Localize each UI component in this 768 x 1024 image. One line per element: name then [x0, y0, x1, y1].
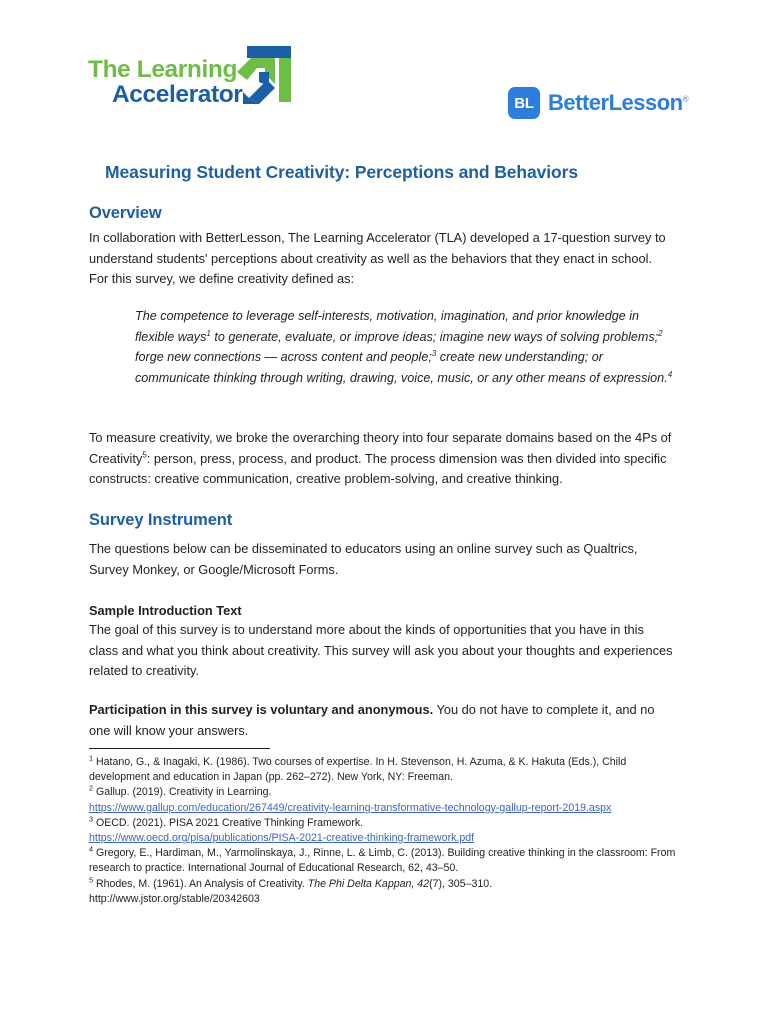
participation-rest: You do not have to complete it, and no one will know your answers.	[89, 702, 655, 738]
betterlesson-badge-icon: BL	[508, 87, 540, 119]
sample-introduction-paragraph: The goal of this survey is to understand more about the kinds of opportunities that you have in this class and what you think about creativity. This survey will ask you about your thoughts and experiences related to creativity.	[89, 622, 673, 678]
page-header	[0, 0, 768, 115]
section-overview-heading-wrap	[89, 204, 673, 223]
survey-instrument-paragraph-wrap	[89, 539, 677, 580]
footnote-text-1: Hatano, G., & Inagaki, K. (1986). Two courses of expertise. In H. Stevenson, H. Azuma, & K. Hakuta (Eds.), Child development and education in Japan (pp. 262–272). New York, NY: Freeman.	[89, 756, 627, 784]
tla-logo-line-2: Accelerator	[112, 80, 243, 108]
footnote-text-5-journal: The Phi Delta Kappan, 42	[307, 877, 430, 890]
page-title: Measuring Student Creativity: Perceptions and Behaviors	[105, 161, 578, 182]
tla-logo-line-1: The Learning	[88, 56, 238, 83]
sample-intro-paragraph-wrap	[89, 620, 675, 682]
quote-part-3: forge new connections — across content and people;	[135, 350, 432, 364]
footnote-ref-1: 1	[206, 328, 211, 338]
footnote-ref-4: 4	[667, 369, 673, 379]
measure-part-2: : person, press, process, and product. The process dimension was then divided into specific constructs: creative communication, creative problem-solving, and creative thinking.	[89, 450, 667, 486]
participation-paragraph	[89, 700, 675, 741]
tla-arrow-mark-icon	[235, 46, 291, 108]
footnote-item	[89, 816, 679, 846]
footnote-text-2: Gallup. (2019). Creativity in Learning.	[95, 786, 272, 799]
sample-intro-heading-wrap	[89, 601, 673, 622]
footnote-marker-2: 2	[89, 783, 93, 793]
footnote-ref-3: 3	[431, 348, 437, 358]
footnote-item	[89, 877, 679, 907]
the-learning-accelerator-logo	[88, 45, 288, 115]
survey-instrument-paragraph: The questions below can be disseminated to educators using an online survey such as Qualtrics, Survey Monkey, or Google/Microsoft Forms.	[89, 541, 638, 577]
footnote-marker-3: 3	[89, 814, 93, 824]
creativity-definition-blockquote	[89, 306, 677, 388]
footnote-marker-5: 5	[89, 875, 93, 885]
footnote-item	[89, 755, 679, 785]
footnote-ref-2: 2	[658, 328, 663, 338]
footnote-separator	[89, 748, 270, 749]
footnote-text-5-pre: Rhodes, M. (1961). An Analysis of Creativity.	[95, 877, 308, 890]
quote-part-2: to generate, evaluate, or improve ideas; imagine new ways of solving problems;	[210, 329, 659, 344]
footnote-item	[89, 785, 679, 815]
betterlesson-wordmark-text: BetterLesson	[548, 90, 683, 115]
betterlesson-logo	[508, 87, 688, 119]
quote-part-4: create new understanding; or communicate thinking through writing, drawing, voice, music, or any other means of expression.	[135, 350, 668, 385]
tla-wordmark	[88, 57, 248, 107]
footnote-marker-1: 1	[89, 753, 93, 763]
quote-part-1: The competence to leverage self-interests, motivation, imagination, and prior knowledge in flexible ways	[135, 309, 640, 344]
footnote-link-oecd[interactable]: https://www.oecd.org/pisa/publications/PISA-2021-creative-thinking-framework.pdf	[89, 832, 475, 845]
section-survey-instrument-heading-wrap	[89, 511, 673, 530]
measure-part-1: To measure creativity, we broke the overarching theory into four separate domains based on the 4Ps of Creativity	[89, 430, 672, 466]
measurement-paragraph	[89, 428, 676, 490]
footnote-ref-5: 5	[142, 450, 147, 460]
heading-sample-introduction-text: Sample Introduction Text	[89, 603, 242, 618]
footnote-marker-4: 4	[89, 844, 93, 854]
heading-survey-instrument: Survey Instrument	[89, 511, 233, 529]
footnote-text-3: OECD. (2021). PISA 2021 Creative Thinking Framework.	[95, 816, 364, 829]
betterlesson-wordmark	[548, 90, 688, 116]
footnote-link-gallup[interactable]: https://www.gallup.com/education/267449/creativity-learning-transformative-technology-gallup-report-2019.aspx	[89, 801, 612, 814]
footnote-text-4: Gregory, E., Hardiman, M., Yarmolinskaya, J., Rinne, L. & Limb, C. (2013). Building creative thinking in the classroom: From research to practice. International Journal of Educational Research, 62, 43–50.	[89, 847, 676, 875]
overview-paragraph-wrap	[89, 228, 673, 290]
participation-bold-lead: Participation in this survey is voluntary and anonymous.	[89, 702, 434, 717]
footnote-item	[89, 846, 679, 876]
creativity-definition-blockquote-wrap	[89, 306, 677, 388]
betterlesson-trademark: ®	[682, 94, 688, 104]
footnote-text-5-post: (7), 305–310.	[429, 877, 493, 890]
participation-paragraph-wrap	[89, 700, 675, 741]
footnotes-list	[89, 755, 679, 907]
footnote-link-jstor[interactable]: http://www.jstor.org/stable/20342603	[89, 892, 260, 905]
measurement-paragraph-wrap	[89, 428, 676, 490]
heading-overview: Overview	[89, 204, 162, 222]
overview-paragraph: In collaboration with BetterLesson, The Learning Accelerator (TLA) developed a 17-question survey to understand students' perceptions about creativity as well as the behaviors that they enact in school. For this survey, we define creativity defined as:	[89, 230, 666, 286]
